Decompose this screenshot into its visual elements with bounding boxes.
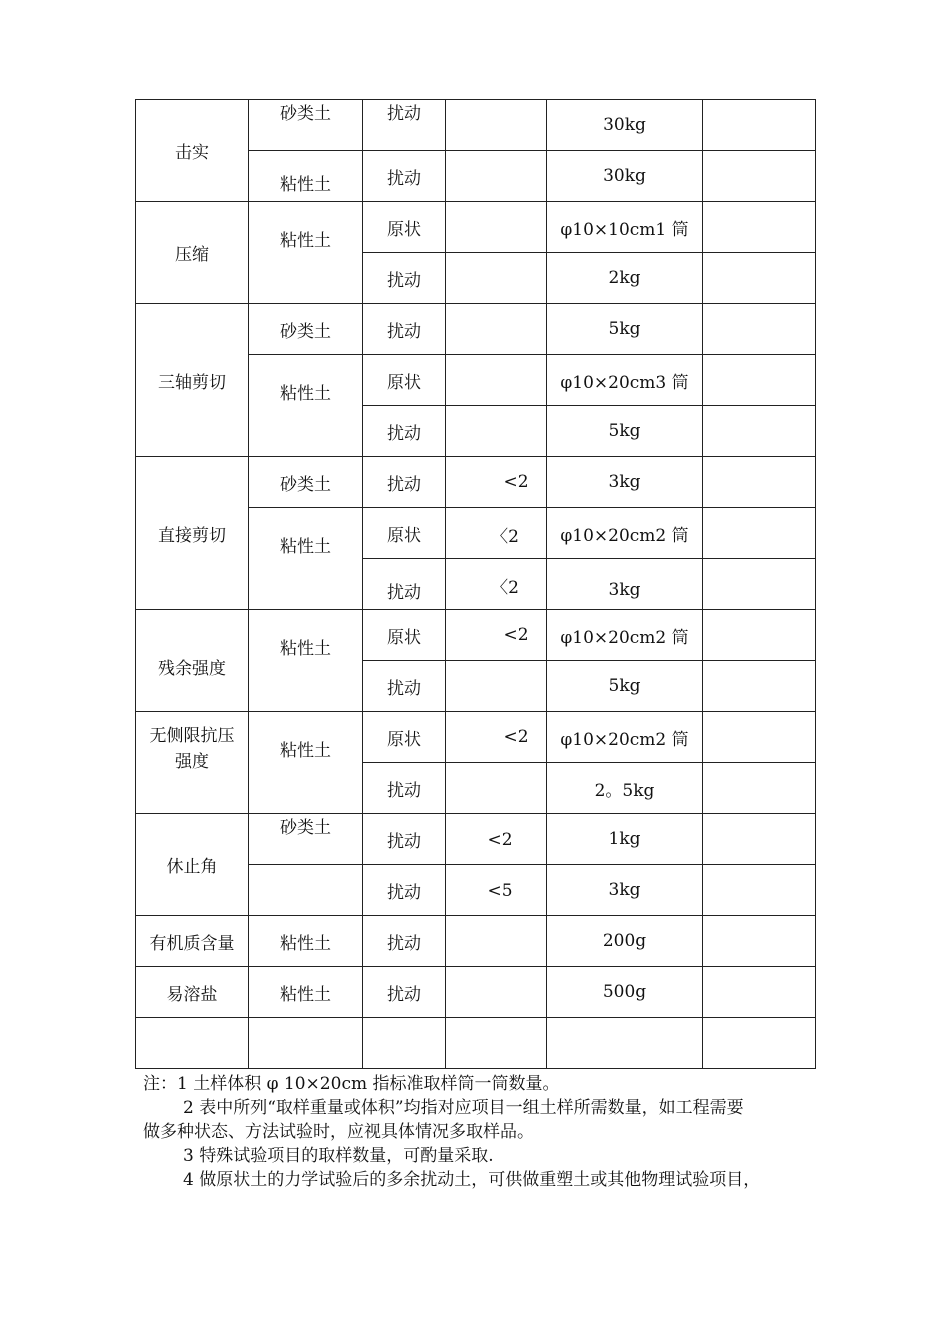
table-notes [143,1072,823,1192]
empty-cell [249,1018,363,1069]
empty-cell [547,1018,703,1069]
remark-cell [703,865,816,916]
state-cell: 扰动 [363,559,446,610]
soil-type-cell: 粘性土 [249,916,363,967]
amount-cell: 2kg [547,253,703,304]
test-name-cell: 击实 [136,100,249,202]
test-name-cell: 三轴剪切 [136,304,249,457]
state-cell: 原状 [363,508,446,559]
amount-cell: 30kg [547,151,703,202]
state-cell: 扰动 [363,865,446,916]
size-cell [446,304,547,355]
table-row [136,100,816,151]
amount-cell: 200g [547,916,703,967]
remark-cell [703,100,816,151]
table-row [136,610,816,661]
soil-type-cell: 砂类土 [249,814,363,865]
sample-quantity-table [135,99,816,1069]
test-name-cell: 休止角 [136,814,249,916]
remark-cell [703,610,816,661]
size-cell: 〈2 [446,508,547,559]
note-4: 4 做原状土的力学试验后的多余扰动土，可供做重塑土或其他物理试验项目， [183,1170,761,1190]
remark-cell [703,559,816,610]
soil-type-cell: 粘性土 [249,151,363,202]
remark-cell [703,355,816,406]
soil-type-cell: 粘性土 [249,355,363,457]
state-cell: 扰动 [363,457,446,508]
remark-cell [703,814,816,865]
state-cell: 原状 [363,712,446,763]
remark-cell [703,202,816,253]
size-cell [446,202,547,253]
state-cell: 原状 [363,202,446,253]
table-row [136,202,816,253]
soil-type-cell: 粘性土 [249,712,363,814]
remark-cell [703,253,816,304]
test-name-cell: 压缩 [136,202,249,304]
size-cell [446,916,547,967]
state-cell: 扰动 [363,916,446,967]
size-cell [446,253,547,304]
amount-cell: φ10×10cm1 筒 [547,202,703,253]
remark-cell [703,151,816,202]
table-row [136,457,816,508]
note-2-line-2: 做多种状态、方法试验时，应视具体情况多取样品。 [143,1122,534,1142]
state-cell: 扰动 [363,814,446,865]
note-3: 3 特殊试验项目的取样数量，可酌量采取. [183,1146,494,1166]
state-cell: 扰动 [363,100,446,151]
test-name-cell: 无侧限抗压 强度 [136,712,249,814]
state-cell: 扰动 [363,151,446,202]
note-2-line-1: 2 表中所列“取样重量或体积”均指对应项目一组土样所需数量，如工程需要 [183,1098,744,1118]
size-cell: <2 [446,610,547,661]
amount-cell: 5kg [547,661,703,712]
amount-cell: φ10×20cm3 筒 [547,355,703,406]
amount-cell: 1kg [547,814,703,865]
remark-cell [703,508,816,559]
remark-cell [703,763,816,814]
size-cell [446,355,547,406]
empty-cell [446,1018,547,1069]
table-row [136,916,816,967]
size-cell: 〈2 [446,559,547,610]
table-row [136,712,816,763]
soil-type-cell: 粘性土 [249,202,363,304]
soil-type-cell [249,865,363,916]
amount-cell: 3kg [547,559,703,610]
state-cell: 扰动 [363,406,446,457]
size-cell [446,151,547,202]
amount-cell: φ10×20cm2 筒 [547,610,703,661]
test-name-cell: 残余强度 [136,610,249,712]
size-cell [446,406,547,457]
remark-cell [703,916,816,967]
size-cell [446,967,547,1018]
remark-cell [703,406,816,457]
soil-type-cell: 砂类土 [249,304,363,355]
size-cell [446,661,547,712]
size-cell [446,763,547,814]
test-name-cell: 有机质含量 [136,916,249,967]
test-name-cell: 直接剪切 [136,457,249,610]
table-row [136,304,816,355]
amount-cell: 30kg [547,100,703,151]
table-row [136,814,816,865]
state-cell: 扰动 [363,763,446,814]
empty-cell [703,1018,816,1069]
amount-cell: φ10×20cm2 筒 [547,508,703,559]
test-name-cell: 易溶盐 [136,967,249,1018]
size-cell: <2 [446,814,547,865]
table-row [136,1018,816,1069]
size-cell: <5 [446,865,547,916]
remark-cell [703,304,816,355]
size-cell [446,100,547,151]
soil-type-cell: 砂类土 [249,100,363,151]
remark-cell [703,712,816,763]
amount-cell: 3kg [547,457,703,508]
state-cell: 扰动 [363,661,446,712]
empty-cell [136,1018,249,1069]
soil-type-cell: 粘性土 [249,610,363,712]
size-cell: <2 [446,457,547,508]
note-1: 注：1 土样体积 φ 10×20cm 指标准取样筒一筒数量。 [143,1074,560,1094]
state-cell: 扰动 [363,304,446,355]
soil-type-cell: 粘性土 [249,967,363,1018]
amount-cell: 3kg [547,865,703,916]
soil-type-cell: 砂类土 [249,457,363,508]
soil-type-cell: 粘性土 [249,508,363,610]
remark-cell [703,457,816,508]
amount-cell: 500g [547,967,703,1018]
state-cell: 原状 [363,610,446,661]
size-cell: <2 [446,712,547,763]
amount-cell: 5kg [547,406,703,457]
amount-cell: 5kg [547,304,703,355]
remark-cell [703,661,816,712]
state-cell: 原状 [363,355,446,406]
remark-cell [703,967,816,1018]
amount-cell: 2。5kg [547,763,703,814]
table-row [136,967,816,1018]
amount-cell: φ10×20cm2 筒 [547,712,703,763]
empty-cell [363,1018,446,1069]
state-cell: 扰动 [363,967,446,1018]
state-cell: 扰动 [363,253,446,304]
